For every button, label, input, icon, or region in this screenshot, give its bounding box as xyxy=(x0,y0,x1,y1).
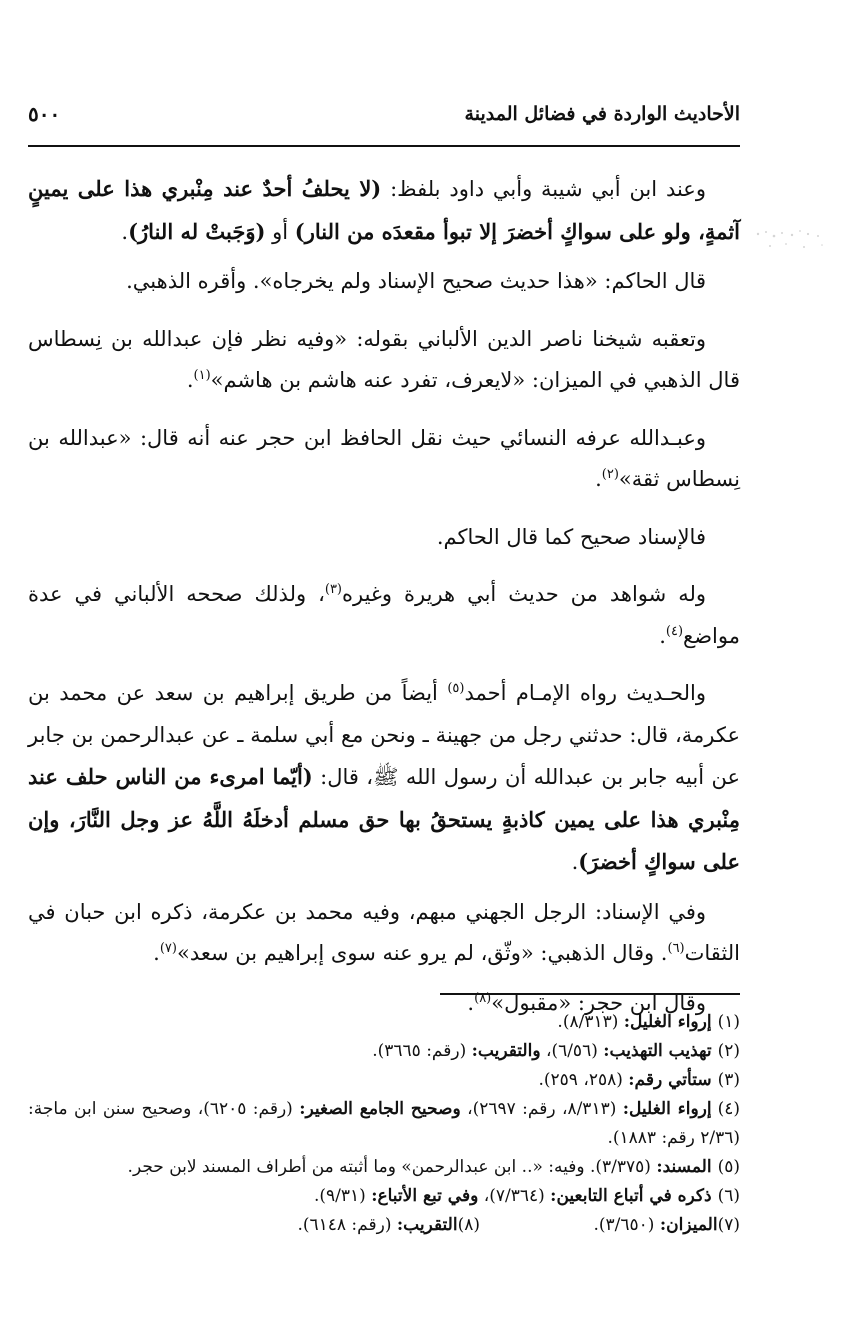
text: (٨/٣١٣). xyxy=(557,1012,624,1032)
footnote-ref: (٢) xyxy=(601,467,619,482)
paragraph-3 xyxy=(28,319,740,402)
footnote-number: (١) xyxy=(717,1012,740,1032)
paragraph-7 xyxy=(28,673,740,884)
text: ، ولذلك صححه الألباني في عدة مواضع xyxy=(28,582,740,648)
text: وقال ابن حجر: «مقبول» xyxy=(491,990,706,1015)
footnote-ref: (٣) xyxy=(324,582,342,597)
footnote-3 xyxy=(28,1066,740,1095)
footnote-ref: (٤) xyxy=(665,623,684,639)
text: (رقم: ٦٢٠٥)، وصحيح سنن ابن ماجة: (٢/٣٦ رقم: ١٨٨٣). xyxy=(28,1099,740,1148)
footnote-6 xyxy=(28,1182,740,1211)
source-title: تهذيب التهذيب: xyxy=(603,1041,712,1061)
page-header xyxy=(28,96,740,132)
paragraph-1 xyxy=(28,168,740,253)
footnotes xyxy=(28,1008,740,1240)
text: . xyxy=(595,467,602,491)
text: (٩/٣١). xyxy=(313,1186,372,1206)
text: (٣/٦٥٠). xyxy=(593,1215,660,1235)
source-title: ستأتي رقم: xyxy=(628,1070,712,1090)
scan-noise-mark xyxy=(748,222,838,262)
footnote-4 xyxy=(28,1095,740,1153)
footnote-5 xyxy=(28,1153,740,1182)
text: . xyxy=(571,850,579,874)
footnote-number: (٣) xyxy=(717,1070,740,1090)
footnote-row-7-8 xyxy=(28,1211,740,1240)
text: . وقال الذهبي: «وثّق، لم يرو عنه سوى إبراهيم بن سعد» xyxy=(176,941,668,965)
text: . xyxy=(467,990,475,1015)
footnote-8 xyxy=(220,1211,480,1240)
text: . xyxy=(186,368,194,392)
footnote-2 xyxy=(28,1037,740,1066)
source-title: وصحيح الجامع الصغير: xyxy=(299,1099,461,1119)
page-number: ٥٠٠ xyxy=(28,102,61,126)
footnote-1 xyxy=(28,1008,740,1037)
footnote-ref: (٥) xyxy=(447,681,465,696)
text: . xyxy=(153,941,160,965)
paragraph-6 xyxy=(28,574,740,657)
source-title: الميزان: xyxy=(659,1215,718,1235)
text: (٧/٣٦٤)، xyxy=(478,1186,551,1206)
footnote-ref: (١) xyxy=(193,368,211,383)
footnote-number: (٢) xyxy=(717,1041,740,1061)
source-title: إرواء الغليل: xyxy=(623,1012,712,1032)
header-rule xyxy=(28,145,740,147)
text: (رقم: ٦١٤٨). xyxy=(297,1215,397,1235)
source-title: المسند: xyxy=(656,1157,712,1177)
paragraph-4 xyxy=(28,418,740,501)
footnote-number: (٦) xyxy=(717,1186,740,1206)
source-title: التقريب: xyxy=(396,1215,458,1235)
hadith-quote: (أيّما امرىء من الناس حلف عند مِنْبري هذا على يمين كاذبةٍ يستحقُ بها حق مسلم أدخلَهُ اللَّهُ عز وجل النَّارَ، وإن على سواكٍ أخضرَ) xyxy=(28,764,740,874)
footnote-ref: (٧) xyxy=(159,941,177,956)
footnote-rule xyxy=(440,993,740,995)
text: . xyxy=(659,623,666,648)
text: (٣/٣٧٥). وفيه: «.. ابن عبدالرحمن» وما أثبته من أطراف المسند لابن حجر. xyxy=(127,1157,657,1177)
source-title: ذكره في أتباع التابعين: xyxy=(550,1186,712,1206)
source-title: إرواء الغليل: xyxy=(622,1099,712,1119)
text: (٨/٣١٣، رقم: ٢٦٩٧)، xyxy=(460,1099,623,1119)
text: أيضاً من طريق إبراهيم بن سعد عن محمد بن عكرمة، قال: حدثني رجل من جهينة ـ ونحن مع أبي سلمة ـ عن عبدالرحمن بن جابر عن أبيه جابر بن عبدالله أن رسول الله ﷺ، قال: xyxy=(28,681,740,789)
text: وله شواهد من حديث أبي هريرة وغيره xyxy=(342,582,706,606)
source-title: وفي تبع الأتباع: xyxy=(371,1186,479,1206)
text: وتعقبه شيخنا ناصر الدين الألباني بقوله: «وفيه نظر فإن عبدالله بن نِسطاس قال الذهبي في الميزان: «لايعرف، تفرد عنه هاشم بن هاشم» xyxy=(28,326,740,392)
text: وعند ابن أبي شيبة وأبي داود بلفظ: xyxy=(381,177,706,201)
paragraph-5: فالإسناد صحيح كما قال الحاكم. xyxy=(436,524,706,549)
running-title: الأحاديث الواردة في فضائل المدينة xyxy=(464,103,740,125)
text: . xyxy=(121,219,129,244)
text: (٦/٥٦)، xyxy=(540,1041,604,1061)
footnote-number: (٤) xyxy=(717,1099,741,1119)
text: وعبـدالله عرفه النسائي حيث نقل الحافظ ابن حجر عنه أنه قال: «عبدالله بن نِسطاس ثقة» xyxy=(28,425,740,491)
text: وفي الإسناد: الرجل الجهني مبهم، وفيه محمد بن عكرمة، ذكره ابن حبان في الثقات xyxy=(28,899,740,965)
text: (رقم: ٣٦٦٥). xyxy=(372,1041,472,1061)
text: (٢٥٨، ٢٥٩). xyxy=(538,1070,629,1090)
text: أو xyxy=(265,219,295,244)
hadith-quote: (وَجَبتْ له النارُ) xyxy=(128,218,266,244)
footnote-number: (٧) xyxy=(717,1215,740,1235)
text: والحـديث رواه الإمـام أحمد xyxy=(464,681,706,705)
footnote-ref: (٨) xyxy=(474,990,492,1006)
footnote-number: (٨) xyxy=(457,1215,480,1235)
source-title: والتقريب: xyxy=(471,1041,541,1061)
footnote-7 xyxy=(480,1211,740,1240)
footnote-number: (٥) xyxy=(717,1157,740,1177)
main-text xyxy=(28,168,740,1032)
hadith-quote: (لا يحلفُ أحدٌ عند مِنْبري هذا على يمينٍ آثمةٍ، ولو على سواكٍ أخضرَ إلا تبوأ مقعدَه من النار) xyxy=(28,176,740,244)
paragraph-8 xyxy=(28,892,740,975)
paragraph-2: قال الحاكم: «هذا حديث صحيح الإسناد ولم يخرجاه». وأقره الذهبي. xyxy=(126,269,706,293)
footnote-ref: (٦) xyxy=(667,941,685,956)
